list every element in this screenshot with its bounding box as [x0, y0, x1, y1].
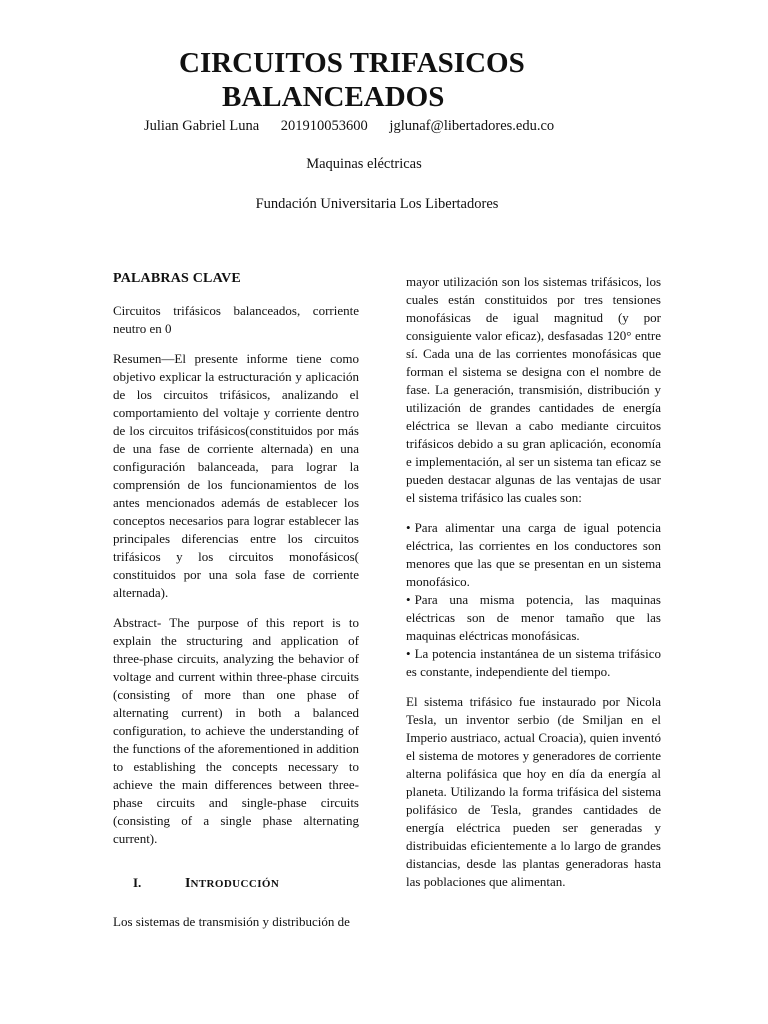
course-name: Maquinas eléctricas — [306, 156, 422, 172]
bullet-icon: • — [406, 592, 411, 607]
list-item-text: La potencia instantánea de un sistema trifásico es constante, independiente del tiempo. — [406, 646, 661, 679]
left-column — [113, 270, 359, 943]
abstract-paragraph: Abstract- The purpose of this report is to explain the structuring and application of three-phase circuits, analyzing the behavior of voltage and current within three-phase circuits (consisting of more than one phase of alternating current) in both a balanced configuration, to achieve the understanding of the functions of the aforementioned in addition to establishing the concepts necessary to achieve the main differences between three-phase circuits and single-phase circuits (consisting of a single phase alternating current). — [113, 615, 359, 846]
resumen-paragraph: Resumen—El presente informe tiene como objetivo explicar la estructuración y aplicación de los circuitos trifásicos, analizando el comportamiento del voltaje y corriente dentro de los circuitos trifásicos(constituidos por más de una fase de corriente alternada) en una configuración balanceada, para lograr la comprensión de los funcionamientos de los antes mencionados además de establecer los conceptos necesarios para lograr establecer las principales diferencias entre los circuitos trifásicos y los circuitos monofásicos( constituidos por una sola fase de corriente alternada). — [113, 351, 359, 600]
list-item-text: Para alimentar una carga de igual potencia eléctrica, las corrientes en los conductores son menores que las que se presentan en un sistema monofásico. — [406, 520, 661, 589]
intro-paragraph: Los sistemas de transmisión y distribución de — [113, 914, 350, 929]
section-title-initial: I — [185, 876, 191, 891]
advantages-list — [406, 519, 661, 681]
list-item — [406, 645, 661, 681]
bullet-icon: • — [406, 520, 411, 535]
list-item — [406, 519, 661, 591]
tesla-paragraph: El sistema trifásico fue instaurado por Nicola Tesla, un inventor serbio (de Smiljan en el Imperio austriaco, actual Croacia), quien inventó el sistema de motores y generadores de corriente alterna polifásica que hoy en día da energía al planeta. Utilizando la forma trifásica del sistema polifásico de Tesla, grandes cantidades de energía eléctrica pueden ser generadas y distribuidas eficientemente a lo largo de grandes distancias, desde las plantas generadoras hasta las poblaciones que alimentan. — [406, 694, 661, 889]
section-number: I. — [133, 875, 142, 890]
university-name: Fundación Universitaria Los Libertadores — [255, 196, 499, 212]
author-id: 201910053600 — [280, 118, 368, 134]
keywords-text: Circuitos trifásicos balanceados, corriente neutro en 0 — [113, 303, 359, 336]
intro-continuation-paragraph: mayor utilización son los sistemas trifásicos, los cuales están constituidos por tres tensiones monofásicas de igual magnitud (y por consiguiente valor eficaz), desfasadas 120° entre sí. Cada una de las corrientes monofásicas que forman el sistema se designa con el nombre de fase. La generación, transmisión, distribución y utilización de grandes cantidades de energía eléctrica se llevan a cabo mediante circuitos trifásicos debido a su gran aplicación, economía e implementación, al ser un sistema tan eficaz se pueden destacar algunas de las ventajas de usar el sistema trifásico las cuales son: — [406, 274, 661, 505]
title-line-2: BALANCEADOS — [222, 81, 445, 113]
author-email: jglunaf@libertadores.edu.co — [389, 118, 555, 134]
author-name: Julian Gabriel Luna — [144, 118, 260, 134]
paper-title — [0, 46, 768, 114]
bullet-icon: • — [406, 646, 411, 661]
right-column — [406, 273, 661, 903]
section-heading — [113, 874, 359, 893]
keywords-heading: PALABRAS CLAVE — [113, 271, 241, 286]
author-line — [144, 118, 664, 135]
section-title-rest: NTRODUCCIÓN — [190, 878, 280, 890]
list-item-text: Para una misma potencia, las maquinas eléctricas son de menor tamaño que las maquinas eléctricas monofásicas. — [406, 592, 661, 643]
list-item — [406, 591, 661, 645]
title-line-1: CIRCUITOS TRIFASICOS — [179, 47, 525, 79]
